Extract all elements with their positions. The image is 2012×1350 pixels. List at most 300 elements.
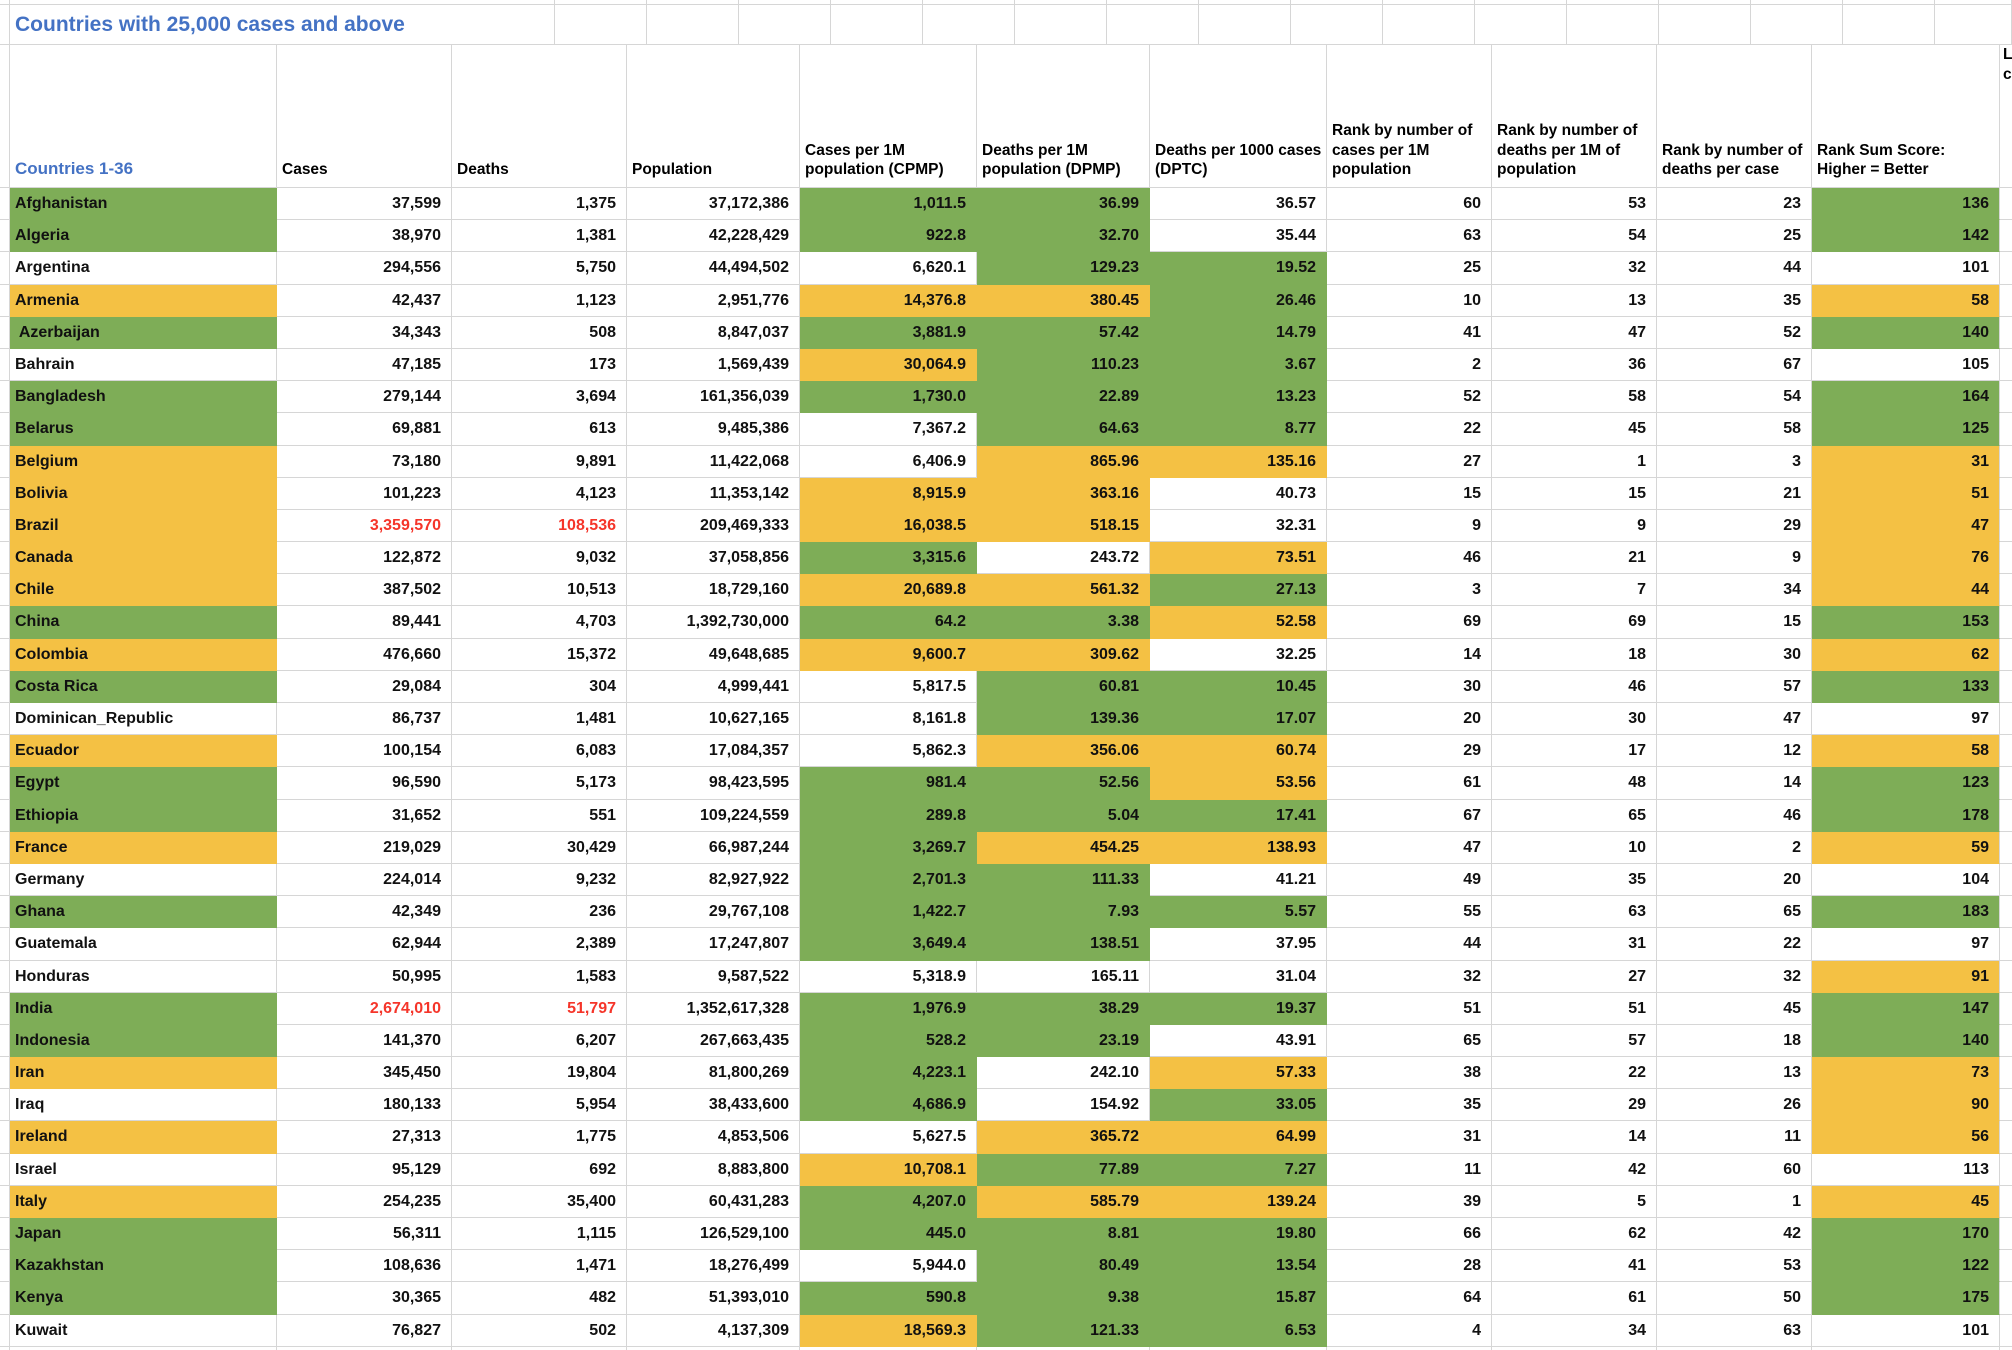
cell-population[interactable]: 11,353,142 (627, 478, 800, 510)
cell-cases[interactable]: 47,185 (277, 349, 452, 381)
cell-dptc[interactable]: 15.87 (1150, 1282, 1327, 1314)
cell-dpmp[interactable]: 77.89 (977, 1154, 1150, 1186)
cell-rank_sum[interactable]: 45 (1812, 1186, 2000, 1218)
empty-cell[interactable] (1659, 5, 1751, 45)
cell-rank_deaths_case[interactable]: 13 (1657, 1057, 1812, 1089)
cell-rank_sum[interactable]: 101 (1812, 252, 2000, 284)
cell-country[interactable]: Iran (10, 1057, 277, 1089)
cell-cases[interactable]: 89,441 (277, 606, 452, 638)
cell-rank_cases[interactable]: 67 (1327, 800, 1492, 832)
cell-cases[interactable]: 254,235 (277, 1186, 452, 1218)
cell-cases[interactable]: 31,652 (277, 800, 452, 832)
cell-dptc[interactable]: 31.04 (1150, 961, 1327, 993)
empty-cell[interactable] (739, 5, 831, 45)
cell-cpmp[interactable]: 1,730.0 (800, 381, 977, 413)
cell-rank_deaths_case[interactable]: 60 (1657, 1154, 1812, 1186)
cell-cpmp[interactable]: 4,207.0 (800, 1186, 977, 1218)
cell-rank_deaths_pm[interactable]: 53 (1492, 188, 1657, 220)
cell-population[interactable]: 8,883,800 (627, 1154, 800, 1186)
empty-cell[interactable] (1751, 5, 1843, 45)
cell-dptc[interactable]: 135.16 (1150, 446, 1327, 478)
cell-cases[interactable]: 100,154 (277, 735, 452, 767)
cell-rank_sum[interactable]: 170 (1812, 1218, 2000, 1250)
cell-country[interactable]: Bangladesh (10, 381, 277, 413)
cell-dpmp[interactable]: 80.49 (977, 1250, 1150, 1282)
cell-rank_deaths_pm[interactable]: 54 (1492, 220, 1657, 252)
cell-population[interactable]: 17,247,807 (627, 928, 800, 960)
empty-cell[interactable] (1843, 5, 1935, 45)
cell-country[interactable]: Algeria (10, 220, 277, 252)
cell-population[interactable]: 9,587,522 (627, 961, 800, 993)
cell-cpmp[interactable]: 1,011.5 (800, 188, 977, 220)
cell-rank_sum[interactable]: 51 (1812, 478, 2000, 510)
cell-rank_cases[interactable]: 60 (1327, 188, 1492, 220)
cell-deaths[interactable]: 236 (452, 896, 627, 928)
cell-deaths[interactable]: 2,389 (452, 928, 627, 960)
cell-cases[interactable]: 2,674,010 (277, 993, 452, 1025)
cell-rank_deaths_case[interactable]: 25 (1657, 220, 1812, 252)
cell-rank_sum[interactable]: 122 (1812, 1250, 2000, 1282)
cell-rank_cases[interactable]: 20 (1327, 703, 1492, 735)
cell-country[interactable]: Kazakhstan (10, 1250, 277, 1282)
cell-cases[interactable]: 38,970 (277, 220, 452, 252)
cell-population[interactable]: 37,172,386 (627, 188, 800, 220)
cell-deaths[interactable]: 30,429 (452, 832, 627, 864)
cell-country[interactable]: Italy (10, 1186, 277, 1218)
cell-rank_deaths_pm[interactable]: 69 (1492, 606, 1657, 638)
cell-cpmp[interactable]: 1,422.7 (800, 896, 977, 928)
cell-cases[interactable]: 3,359,570 (277, 510, 452, 542)
cell-population[interactable]: 81,800,269 (627, 1057, 800, 1089)
cell-rank_deaths_pm[interactable]: 51 (1492, 993, 1657, 1025)
cell-dptc[interactable]: 32.25 (1150, 639, 1327, 671)
cell-cases[interactable]: 141,370 (277, 1025, 452, 1057)
cell-dpmp[interactable]: 561.32 (977, 574, 1150, 606)
cell-rank_sum[interactable]: 142 (1812, 220, 2000, 252)
col-header-countries[interactable]: Countries 1-36 (10, 45, 277, 188)
cell-country[interactable]: Afghanistan (10, 188, 277, 220)
cell-dptc[interactable]: 17.07 (1150, 703, 1327, 735)
cell-cpmp[interactable]: 528.2 (800, 1025, 977, 1057)
cell-cpmp[interactable]: 1,976.9 (800, 993, 977, 1025)
cell-rank_deaths_case[interactable]: 14 (1657, 767, 1812, 799)
cell-cases[interactable]: 62,944 (277, 928, 452, 960)
cell-deaths[interactable]: 6,207 (452, 1025, 627, 1057)
cell-dptc[interactable]: 35.44 (1150, 220, 1327, 252)
cell-deaths[interactable]: 692 (452, 1154, 627, 1186)
cell-rank_deaths_pm[interactable]: 32 (1492, 252, 1657, 284)
cell-dpmp[interactable]: 242.10 (977, 1057, 1150, 1089)
cell-cases[interactable]: 42,437 (277, 285, 452, 317)
cell-rank_deaths_pm[interactable]: 18 (1492, 639, 1657, 671)
cell-rank_deaths_pm[interactable]: 63 (1492, 896, 1657, 928)
cell-rank_cases[interactable]: 15 (1327, 478, 1492, 510)
cell-country[interactable]: Iraq (10, 1089, 277, 1121)
cell-deaths[interactable]: 9,032 (452, 542, 627, 574)
cell-deaths[interactable]: 551 (452, 800, 627, 832)
cell-country[interactable]: Canada (10, 542, 277, 574)
cell-country[interactable]: Germany (10, 864, 277, 896)
cell-population[interactable]: 37,058,856 (627, 542, 800, 574)
cell-cpmp[interactable]: 2,701.3 (800, 864, 977, 896)
cell-country[interactable]: Azerbaijan (10, 317, 277, 349)
cell-rank_sum[interactable]: 178 (1812, 800, 2000, 832)
cell-country[interactable]: Colombia (10, 639, 277, 671)
cell-deaths[interactable]: 15,372 (452, 639, 627, 671)
cell-cases[interactable]: 387,502 (277, 574, 452, 606)
cell-rank_cases[interactable]: 35 (1327, 1089, 1492, 1121)
cell-country[interactable]: Kenya (10, 1282, 277, 1314)
cell-rank_sum[interactable]: 136 (1812, 188, 2000, 220)
cell-cpmp[interactable]: 5,944.0 (800, 1250, 977, 1282)
cell-rank_sum[interactable]: 91 (1812, 961, 2000, 993)
cell-rank_deaths_case[interactable]: 32 (1657, 961, 1812, 993)
cell-dpmp[interactable]: 121.33 (977, 1315, 1150, 1347)
cell-dpmp[interactable]: 138.51 (977, 928, 1150, 960)
cell-rank_deaths_pm[interactable]: 21 (1492, 542, 1657, 574)
cell-rank_cases[interactable]: 28 (1327, 1250, 1492, 1282)
cell-dpmp[interactable]: 110.23 (977, 349, 1150, 381)
cell-rank_deaths_pm[interactable]: 5 (1492, 1186, 1657, 1218)
cell-dpmp[interactable]: 36.99 (977, 188, 1150, 220)
cell-rank_cases[interactable]: 65 (1327, 1025, 1492, 1057)
cell-dptc[interactable]: 57.33 (1150, 1057, 1327, 1089)
cell-rank_cases[interactable]: 9 (1327, 510, 1492, 542)
cell-deaths[interactable]: 613 (452, 413, 627, 445)
cell-dptc[interactable]: 19.37 (1150, 993, 1327, 1025)
cell-dptc[interactable]: 3.67 (1150, 349, 1327, 381)
cell-rank_deaths_pm[interactable]: 48 (1492, 767, 1657, 799)
cell-dptc[interactable]: 17.41 (1150, 800, 1327, 832)
cell-dpmp[interactable]: 8.81 (977, 1218, 1150, 1250)
cell-dpmp[interactable]: 309.62 (977, 639, 1150, 671)
cell-rank_sum[interactable]: 133 (1812, 671, 2000, 703)
cell-cpmp[interactable]: 6,620.1 (800, 252, 977, 284)
cell-rank_sum[interactable]: 58 (1812, 735, 2000, 767)
cell-population[interactable]: 8,847,037 (627, 317, 800, 349)
cell-rank_deaths_case[interactable]: 35 (1657, 285, 1812, 317)
cell-deaths[interactable]: 1,471 (452, 1250, 627, 1282)
cell-rank_deaths_case[interactable]: 45 (1657, 993, 1812, 1025)
cell-cpmp[interactable]: 445.0 (800, 1218, 977, 1250)
cell-cpmp[interactable]: 6,406.9 (800, 446, 977, 478)
cell-rank_cases[interactable]: 64 (1327, 1282, 1492, 1314)
cell-rank_cases[interactable]: 47 (1327, 832, 1492, 864)
empty-cell[interactable] (1291, 5, 1383, 45)
cell-dptc[interactable]: 13.54 (1150, 1250, 1327, 1282)
cell-dptc[interactable]: 138.93 (1150, 832, 1327, 864)
cell-rank_deaths_pm[interactable]: 22 (1492, 1057, 1657, 1089)
cell-population[interactable]: 38,433,600 (627, 1089, 800, 1121)
cell-rank_deaths_case[interactable]: 26 (1657, 1089, 1812, 1121)
cell-population[interactable]: 4,137,309 (627, 1315, 800, 1347)
cell-rank_deaths_case[interactable]: 30 (1657, 639, 1812, 671)
cell-rank_cases[interactable]: 52 (1327, 381, 1492, 413)
cell-cases[interactable]: 86,737 (277, 703, 452, 735)
cell-rank_sum[interactable]: 104 (1812, 864, 2000, 896)
cell-rank_deaths_case[interactable]: 47 (1657, 703, 1812, 735)
cell-rank_deaths_case[interactable]: 21 (1657, 478, 1812, 510)
cell-dptc[interactable]: 19.80 (1150, 1218, 1327, 1250)
cell-dptc[interactable]: 26.46 (1150, 285, 1327, 317)
cell-dpmp[interactable]: 23.19 (977, 1025, 1150, 1057)
cell-deaths[interactable]: 9,232 (452, 864, 627, 896)
col-header-rank-sum[interactable]: Rank Sum Score: Higher = Better (1812, 45, 2000, 188)
cell-cpmp[interactable]: 30,064.9 (800, 349, 977, 381)
cell-rank_cases[interactable]: 30 (1327, 671, 1492, 703)
cell-deaths[interactable]: 4,123 (452, 478, 627, 510)
cell-dpmp[interactable]: 5.04 (977, 800, 1150, 832)
cell-cpmp[interactable]: 3,315.6 (800, 542, 977, 574)
cell-dptc[interactable]: 33.05 (1150, 1089, 1327, 1121)
cell-cases[interactable]: 69,881 (277, 413, 452, 445)
cell-cases[interactable]: 180,133 (277, 1089, 452, 1121)
cell-rank_deaths_case[interactable]: 63 (1657, 1315, 1812, 1347)
col-header-cases[interactable]: Cases (277, 45, 452, 188)
empty-cell[interactable] (923, 5, 1015, 45)
cell-population[interactable]: 42,228,429 (627, 220, 800, 252)
cell-dpmp[interactable]: 60.81 (977, 671, 1150, 703)
cell-population[interactable]: 109,224,559 (627, 800, 800, 832)
cell-rank_deaths_pm[interactable]: 7 (1492, 574, 1657, 606)
cell-rank_deaths_case[interactable]: 23 (1657, 188, 1812, 220)
cell-rank_cases[interactable]: 27 (1327, 446, 1492, 478)
cell-rank_cases[interactable]: 55 (1327, 896, 1492, 928)
cell-rank_deaths_case[interactable]: 67 (1657, 349, 1812, 381)
cell-cases[interactable]: 101,223 (277, 478, 452, 510)
cell-dpmp[interactable]: 585.79 (977, 1186, 1150, 1218)
cell-rank_deaths_pm[interactable]: 9 (1492, 510, 1657, 542)
cell-cases[interactable]: 27,313 (277, 1121, 452, 1153)
cell-rank_cases[interactable]: 4 (1327, 1315, 1492, 1347)
cell-rank_cases[interactable]: 69 (1327, 606, 1492, 638)
cell-rank_deaths_pm[interactable]: 34 (1492, 1315, 1657, 1347)
cell-dptc[interactable]: 5.57 (1150, 896, 1327, 928)
cell-population[interactable]: 4,853,506 (627, 1121, 800, 1153)
cell-rank_cases[interactable]: 41 (1327, 317, 1492, 349)
cell-rank_deaths_case[interactable]: 34 (1657, 574, 1812, 606)
empty-cell[interactable] (647, 5, 739, 45)
sheet-title[interactable]: Countries with 25,000 cases and above (10, 5, 555, 45)
cell-cases[interactable]: 73,180 (277, 446, 452, 478)
cell-rank_sum[interactable]: 164 (1812, 381, 2000, 413)
cell-rank_sum[interactable]: 183 (1812, 896, 2000, 928)
cell-dpmp[interactable]: 111.33 (977, 864, 1150, 896)
cell-dptc[interactable]: 40.73 (1150, 478, 1327, 510)
cell-rank_cases[interactable]: 63 (1327, 220, 1492, 252)
cell-population[interactable]: 29,767,108 (627, 896, 800, 928)
cell-country[interactable]: Egypt (10, 767, 277, 799)
cell-population[interactable]: 11,422,068 (627, 446, 800, 478)
cell-rank_cases[interactable]: 10 (1327, 285, 1492, 317)
cell-cases[interactable]: 42,349 (277, 896, 452, 928)
cell-cases[interactable]: 76,827 (277, 1315, 452, 1347)
cell-population[interactable]: 1,392,730,000 (627, 606, 800, 638)
cell-dpmp[interactable]: 518.15 (977, 510, 1150, 542)
cell-dpmp[interactable]: 165.11 (977, 961, 1150, 993)
cell-rank_deaths_pm[interactable]: 31 (1492, 928, 1657, 960)
cell-cpmp[interactable]: 10,708.1 (800, 1154, 977, 1186)
cell-deaths[interactable]: 1,775 (452, 1121, 627, 1153)
cell-rank_deaths_case[interactable]: 53 (1657, 1250, 1812, 1282)
cell-cases[interactable]: 224,014 (277, 864, 452, 896)
col-header-rank-deaths-per-case[interactable]: Rank by number of deaths per case (1657, 45, 1812, 188)
cell-rank_cases[interactable]: 49 (1327, 864, 1492, 896)
cell-dpmp[interactable]: 129.23 (977, 252, 1150, 284)
cell-deaths[interactable]: 5,173 (452, 767, 627, 799)
cell-rank_deaths_pm[interactable]: 36 (1492, 349, 1657, 381)
cell-rank_deaths_case[interactable]: 65 (1657, 896, 1812, 928)
cell-deaths[interactable]: 108,536 (452, 510, 627, 542)
cell-dpmp[interactable]: 363.16 (977, 478, 1150, 510)
cell-country[interactable]: China (10, 606, 277, 638)
cell-rank_deaths_case[interactable]: 11 (1657, 1121, 1812, 1153)
cell-deaths[interactable]: 9,891 (452, 446, 627, 478)
cell-rank_deaths_case[interactable]: 2 (1657, 832, 1812, 864)
cell-rank_deaths_pm[interactable]: 27 (1492, 961, 1657, 993)
cell-deaths[interactable]: 1,115 (452, 1218, 627, 1250)
cell-cases[interactable]: 108,636 (277, 1250, 452, 1282)
cell-dpmp[interactable]: 3.38 (977, 606, 1150, 638)
cell-rank_sum[interactable]: 147 (1812, 993, 2000, 1025)
cell-cpmp[interactable]: 5,862.3 (800, 735, 977, 767)
cell-rank_deaths_pm[interactable]: 61 (1492, 1282, 1657, 1314)
empty-cell[interactable] (1199, 5, 1291, 45)
cell-rank_cases[interactable]: 29 (1327, 735, 1492, 767)
cell-rank_deaths_case[interactable]: 54 (1657, 381, 1812, 413)
cell-rank_deaths_pm[interactable]: 47 (1492, 317, 1657, 349)
cell-rank_cases[interactable]: 14 (1327, 639, 1492, 671)
cell-deaths[interactable]: 1,583 (452, 961, 627, 993)
cell-dpmp[interactable]: 865.96 (977, 446, 1150, 478)
cell-rank_cases[interactable]: 3 (1327, 574, 1492, 606)
cell-dptc[interactable]: 27.13 (1150, 574, 1327, 606)
cell-rank_deaths_case[interactable]: 29 (1657, 510, 1812, 542)
cell-dpmp[interactable]: 22.89 (977, 381, 1150, 413)
cell-rank_sum[interactable]: 44 (1812, 574, 2000, 606)
cell-rank_sum[interactable]: 58 (1812, 285, 2000, 317)
cell-population[interactable]: 82,927,922 (627, 864, 800, 896)
cell-cpmp[interactable]: 981.4 (800, 767, 977, 799)
cell-rank_sum[interactable]: 125 (1812, 413, 2000, 445)
cell-cpmp[interactable]: 16,038.5 (800, 510, 977, 542)
cell-rank_sum[interactable]: 59 (1812, 832, 2000, 864)
cell-rank_deaths_pm[interactable]: 14 (1492, 1121, 1657, 1153)
cell-dpmp[interactable]: 154.92 (977, 1089, 1150, 1121)
col-header-dptc[interactable]: Deaths per 1000 cases (DPTC) (1150, 45, 1327, 188)
cell-rank_sum[interactable]: 62 (1812, 639, 2000, 671)
cell-deaths[interactable]: 173 (452, 349, 627, 381)
cell-population[interactable]: 4,999,441 (627, 671, 800, 703)
cell-country[interactable]: Guatemala (10, 928, 277, 960)
cell-country[interactable]: Belgium (10, 446, 277, 478)
cell-rank_sum[interactable]: 123 (1812, 767, 2000, 799)
cell-dpmp[interactable]: 9.38 (977, 1282, 1150, 1314)
cell-cpmp[interactable]: 3,881.9 (800, 317, 977, 349)
cell-rank_cases[interactable]: 31 (1327, 1121, 1492, 1153)
cell-dpmp[interactable]: 454.25 (977, 832, 1150, 864)
cell-cases[interactable]: 30,365 (277, 1282, 452, 1314)
cell-dptc[interactable]: 13.23 (1150, 381, 1327, 413)
cell-country[interactable]: Costa Rica (10, 671, 277, 703)
cell-dpmp[interactable]: 380.45 (977, 285, 1150, 317)
cell-rank_cases[interactable]: 25 (1327, 252, 1492, 284)
cell-dpmp[interactable]: 7.93 (977, 896, 1150, 928)
col-header-population[interactable]: Population (627, 45, 800, 188)
cell-dptc[interactable]: 139.24 (1150, 1186, 1327, 1218)
cell-rank_deaths_pm[interactable]: 15 (1492, 478, 1657, 510)
cell-population[interactable]: 98,423,595 (627, 767, 800, 799)
cell-dptc[interactable]: 8.77 (1150, 413, 1327, 445)
cell-country[interactable]: Kuwait (10, 1315, 277, 1347)
cell-rank_sum[interactable]: 31 (1812, 446, 2000, 478)
cell-rank_sum[interactable]: 105 (1812, 349, 2000, 381)
cell-rank_deaths_pm[interactable]: 58 (1492, 381, 1657, 413)
cell-country[interactable]: France (10, 832, 277, 864)
col-header-rank-deaths-per-1m[interactable]: Rank by number of deaths per 1M of population (1492, 45, 1657, 188)
cell-deaths[interactable]: 6,083 (452, 735, 627, 767)
cell-rank_deaths_pm[interactable]: 30 (1492, 703, 1657, 735)
cell-deaths[interactable]: 304 (452, 671, 627, 703)
cell-cases[interactable]: 294,556 (277, 252, 452, 284)
cell-deaths[interactable]: 5,750 (452, 252, 627, 284)
cell-dpmp[interactable]: 139.36 (977, 703, 1150, 735)
cell-cases[interactable]: 122,872 (277, 542, 452, 574)
cell-cpmp[interactable]: 3,649.4 (800, 928, 977, 960)
cell-cpmp[interactable]: 4,223.1 (800, 1057, 977, 1089)
empty-cell[interactable] (1567, 5, 1659, 45)
cell-deaths[interactable]: 5,954 (452, 1089, 627, 1121)
cell-population[interactable]: 18,729,160 (627, 574, 800, 606)
cell-deaths[interactable]: 3,694 (452, 381, 627, 413)
cell-dptc[interactable]: 37.95 (1150, 928, 1327, 960)
cell-deaths[interactable]: 1,375 (452, 188, 627, 220)
empty-cell[interactable] (1475, 5, 1567, 45)
col-header-deaths[interactable]: Deaths (452, 45, 627, 188)
cell-population[interactable]: 66,987,244 (627, 832, 800, 864)
cell-rank_sum[interactable]: 113 (1812, 1154, 2000, 1186)
cell-cpmp[interactable]: 8,161.8 (800, 703, 977, 735)
cell-rank_deaths_pm[interactable]: 62 (1492, 1218, 1657, 1250)
cell-rank_deaths_pm[interactable]: 10 (1492, 832, 1657, 864)
cell-country[interactable]: Indonesia (10, 1025, 277, 1057)
cell-rank_deaths_case[interactable]: 58 (1657, 413, 1812, 445)
cell-cpmp[interactable]: 7,367.2 (800, 413, 977, 445)
cell-rank_cases[interactable]: 51 (1327, 993, 1492, 1025)
cell-dptc[interactable]: 6.53 (1150, 1315, 1327, 1347)
cell-cpmp[interactable]: 18,569.3 (800, 1315, 977, 1347)
cell-rank_deaths_pm[interactable]: 41 (1492, 1250, 1657, 1282)
cell-population[interactable]: 49,648,685 (627, 639, 800, 671)
cell-country[interactable]: Bahrain (10, 349, 277, 381)
cell-rank_deaths_case[interactable]: 42 (1657, 1218, 1812, 1250)
cell-population[interactable]: 10,627,165 (627, 703, 800, 735)
cell-country[interactable]: Argentina (10, 252, 277, 284)
cell-rank_cases[interactable]: 11 (1327, 1154, 1492, 1186)
cell-rank_deaths_pm[interactable]: 42 (1492, 1154, 1657, 1186)
cell-dptc[interactable]: 36.57 (1150, 188, 1327, 220)
cell-rank_cases[interactable]: 22 (1327, 413, 1492, 445)
cell-rank_deaths_case[interactable]: 1 (1657, 1186, 1812, 1218)
cell-deaths[interactable]: 19,804 (452, 1057, 627, 1089)
cell-country[interactable]: Ethiopia (10, 800, 277, 832)
cell-deaths[interactable]: 1,381 (452, 220, 627, 252)
col-header-rank-cases[interactable]: Rank by number of cases per 1M population (1327, 45, 1492, 188)
empty-cell[interactable] (1935, 5, 2012, 45)
cell-cpmp[interactable]: 289.8 (800, 800, 977, 832)
cell-rank_cases[interactable]: 66 (1327, 1218, 1492, 1250)
cell-cpmp[interactable]: 9,600.7 (800, 639, 977, 671)
